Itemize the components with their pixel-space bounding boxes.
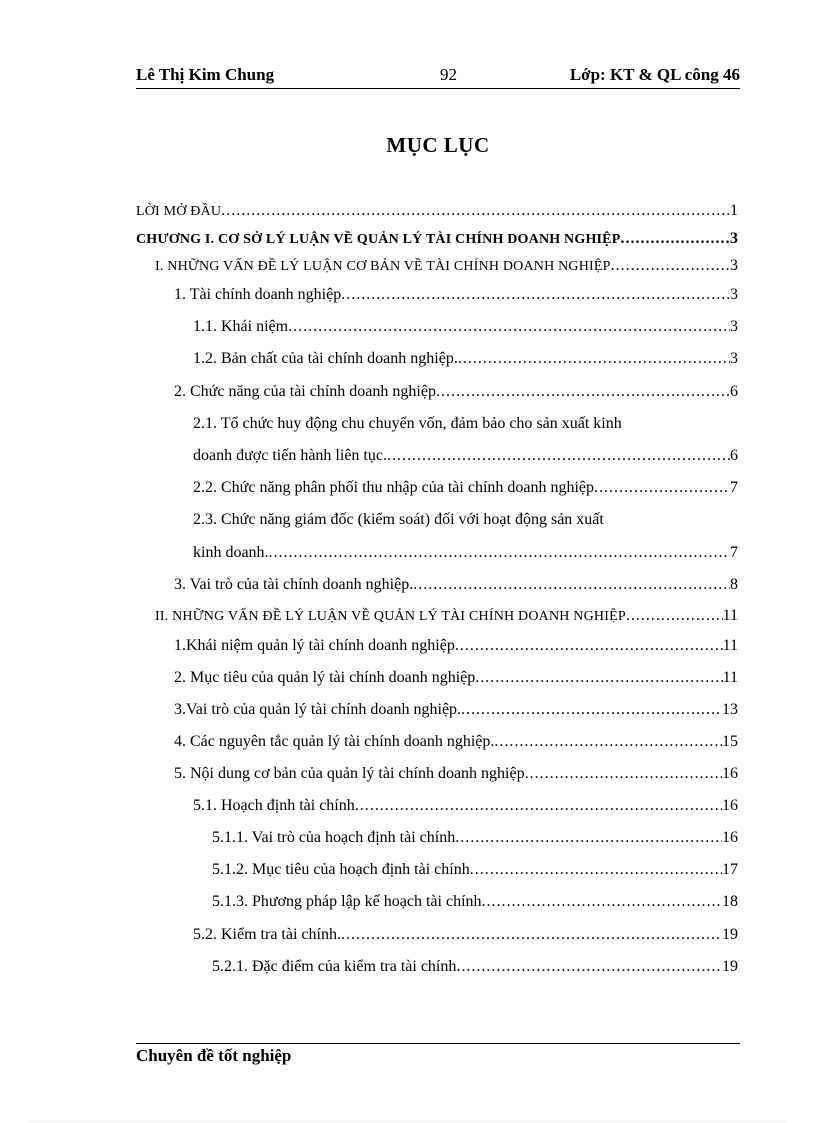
toc-entry[interactable] <box>174 701 738 723</box>
toc-entry-label: 1.1. Khái niệm <box>193 318 289 335</box>
page-edge <box>28 1121 788 1122</box>
toc-entry-page: 11 <box>722 637 738 654</box>
toc-entry[interactable] <box>136 230 738 252</box>
toc-entry-page: 3 <box>730 230 738 247</box>
toc-entry[interactable] <box>136 202 738 224</box>
toc-leader <box>458 350 730 368</box>
toc-entry-page: 1 <box>730 202 738 219</box>
toc-entry-label: 1.2. Bản chất của tài chính doanh nghiệp. <box>193 350 458 367</box>
toc-entry[interactable] <box>174 576 738 598</box>
toc-entry-page: 3 <box>730 318 738 335</box>
toc-entry[interactable] <box>212 829 738 851</box>
toc-leader <box>221 202 730 220</box>
toc-leader <box>611 257 730 275</box>
toc-leader <box>456 958 722 976</box>
toc-entry-label: 1.Khái niệm quản lý tài chính doanh nghiệp <box>174 637 455 654</box>
toc-entry-page: 19 <box>722 926 738 943</box>
toc-entry-page: 6 <box>730 447 738 464</box>
toc-entry-page: 8 <box>730 576 738 593</box>
toc-entry-label: 2.2. Chức năng phân phối thu nhập của tài chính doanh nghiệp <box>193 479 595 496</box>
toc-leader <box>455 829 722 847</box>
toc-entry[interactable] <box>212 958 738 980</box>
toc-entry-label: 5.2. Kiểm tra tài chính. <box>193 926 341 943</box>
toc-entry[interactable] <box>212 893 738 915</box>
toc-entry-label: 2. Mục tiêu của quản lý tài chính doanh nghiệp <box>174 669 476 686</box>
toc-leader <box>455 637 723 655</box>
toc-entry-page: 16 <box>722 797 738 814</box>
toc-leader <box>620 230 730 248</box>
toc-entry-label: 3.Vai trò của quản lý tài chính doanh nghiệp. <box>174 701 462 718</box>
toc-leader <box>475 669 722 687</box>
toc-entry-label: 3. Vai trò của tài chính doanh nghiệp. <box>174 576 414 593</box>
toc-entry-label: 5.1.2. Mục tiêu của hoạch định tài chính <box>212 861 470 878</box>
toc-entry-label: 4. Các nguyên tắc quản lý tài chính doanh nghiệp. <box>174 733 495 750</box>
toc-entry[interactable] <box>174 733 738 755</box>
toc-leader <box>461 701 722 719</box>
toc-entry-label: 5.1.3. Phương pháp lập kế hoạch tài chính <box>212 893 482 910</box>
toc-entry-label: doanh được tiến hành liên tục. <box>193 447 387 464</box>
header-class-info: Lớp: KT & QL công 46 <box>569 65 740 84</box>
toc-entry-label: 5.1. Hoạch định tài chính <box>193 797 355 814</box>
toc-entry-page: 7 <box>730 544 738 561</box>
toc-entry-label: 2. Chức năng của tài chính doanh nghiệp <box>174 383 436 400</box>
toc-leader <box>288 318 730 336</box>
toc-leader <box>482 893 722 911</box>
toc-entry-page: 18 <box>722 893 738 910</box>
toc-entry-label: CHƯƠNG I. CƠ SỞ LÝ LUẬN VỀ QUẢN LÝ TÀI CHÍNH DOANH NGHIỆP <box>136 232 621 247</box>
toc-entry-page: 15 <box>722 733 738 750</box>
toc-entry-label: 5.1.1. Vai trò của hoạch định tài chính <box>212 829 456 846</box>
toc-entry[interactable] <box>193 797 738 819</box>
toc-leader <box>269 544 730 562</box>
toc-entry-page: 3 <box>730 286 738 303</box>
toc-entry[interactable] <box>193 318 738 340</box>
toc-entry-page: 13 <box>722 701 738 718</box>
toc-leader <box>387 447 730 465</box>
toc-entry[interactable] <box>212 861 738 883</box>
toc-leader <box>355 797 722 815</box>
toc-entry[interactable] <box>155 607 738 629</box>
toc-entry[interactable] <box>193 926 738 948</box>
toc-entry-page: 19 <box>722 958 738 975</box>
toc-entry-page: 6 <box>730 383 738 400</box>
toc-entry[interactable] <box>174 637 738 659</box>
toc-entry-page: 7 <box>730 479 738 496</box>
toc-entry-label: II. NHỮNG VẤN ĐỀ LÝ LUẬN VỀ QUẢN LÝ TÀI CHÍNH DOANH NGHIỆP <box>155 609 626 624</box>
toc-entry[interactable] <box>174 383 738 405</box>
toc-leader <box>436 383 730 401</box>
toc-leader <box>494 733 722 751</box>
toc-entry-page: 11 <box>722 669 738 686</box>
header-author: Lê Thị Kim Chung <box>136 65 275 84</box>
footer-divider <box>136 1043 740 1044</box>
toc-entry-label: 5.2.1. Đặc điểm của kiểm tra tài chính <box>212 958 457 975</box>
toc-leader <box>341 286 730 304</box>
toc-entry[interactable] <box>174 765 738 787</box>
toc-entry-label: I. NHỮNG VẤN ĐỀ LÝ LUẬN CƠ BẢN VỀ TÀI CHÍNH DOANH NGHIỆP <box>155 259 611 274</box>
page-footer: Chuyên đề tốt nghiệp <box>136 1046 292 1065</box>
toc-entry[interactable] <box>193 447 738 469</box>
toc-entry[interactable] <box>174 669 738 691</box>
toc-leader <box>341 926 722 944</box>
toc-entry[interactable] <box>193 544 738 566</box>
toc-entry[interactable] <box>174 286 738 308</box>
toc-entry-label-line: 2.3. Chức năng giám đốc (kiểm soát) đối với hoạt động sản xuất <box>193 511 604 528</box>
toc-leader <box>594 479 730 497</box>
toc-entry-page: 17 <box>722 861 738 878</box>
toc-leader <box>470 861 722 879</box>
toc-entry-label-line: 2.1. Tổ chức huy động chu chuyển vốn, đảm bảo cho sản xuất kinh <box>193 415 622 432</box>
toc-entry-label: LỜI MỞ ĐẦU <box>136 204 222 219</box>
toc-entry-label: 5. Nội dung cơ bản của quản lý tài chính doanh nghiệp <box>174 765 525 782</box>
toc-entry-label: 1. Tài chính doanh nghiệp <box>174 286 342 303</box>
header-page-number: 92 <box>440 65 457 84</box>
toc-entry-page: 3 <box>730 350 738 367</box>
toc-entry[interactable] <box>193 350 738 372</box>
toc-entry-page: 3 <box>730 257 738 274</box>
toc-leader <box>413 576 730 594</box>
toc-entry[interactable] <box>193 479 738 501</box>
toc-entry-page: 11 <box>722 607 738 624</box>
toc-leader <box>626 607 723 625</box>
toc-entry-page: 16 <box>722 829 738 846</box>
toc-entry-label: kinh doanh. <box>193 544 269 561</box>
toc-entry[interactable] <box>155 257 738 279</box>
toc-leader <box>525 765 722 783</box>
toc-entry-page: 16 <box>722 765 738 782</box>
page-title: MỤC LỤC <box>386 133 490 157</box>
